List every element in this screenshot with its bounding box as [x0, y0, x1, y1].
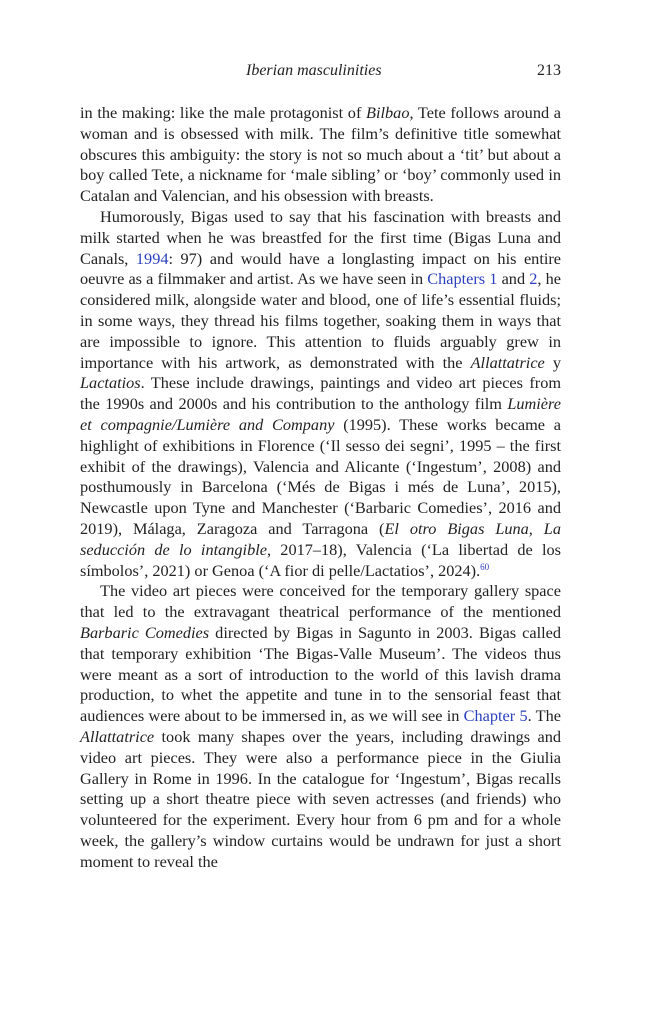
page-number: 213 — [537, 62, 561, 79]
text-run: (1995). These works became a highlight of exhibitions in Florence (‘Il sesso dei segni’, 1995 – the first exhibit of the drawings), Valencia and Alicante (‘Ingestum’, 2008) and posthumously in Barcelona (‘Més de Bigas i més de Luna’, 2015), Newcastle upon Tyne and Manchester (‘Barbaric Comedies’, 2016 and 2019), Málaga, Zaragoza and Tarragona ( — [80, 414, 561, 538]
running-title: Iberian masculinities — [246, 62, 382, 79]
paragraph — [80, 207, 561, 581]
running-header — [80, 62, 561, 84]
text-run: : 97) and would have a longlasting impact on his entire oeuvre as a filmmaker and artist. As we have seen in — [80, 248, 562, 289]
text-run: , 2017–18), Valencia (‘La libertad de los símbolos’, 2021) or Genoa (‘A fior di pelle/Lactatios’, 2024). — [80, 539, 561, 580]
text-run: in the making: like the male protagonist of — [80, 103, 367, 122]
paragraph — [80, 103, 561, 207]
italic-text: Bilbao — [366, 103, 410, 122]
text-run: took many shapes over the years, including drawings and video art pieces. They were also a performance piece in the Giulia Gallery in Rome in 1996. In the catalogue for ‘Ingestum’, Bigas recalls setting up a short theatre piece with seven actresses (and friends) who volunteered for the experiment. Every hour from 6 pm and for a whole week, the gallery’s window curtains would be undrawn for just a short moment to reveal the — [80, 726, 561, 871]
cross-reference-link[interactable]: 2 — [529, 269, 538, 289]
italic-text: Lactatios — [80, 373, 141, 393]
footnote-reference[interactable]: 60 — [480, 561, 490, 572]
text-run: . The — [527, 706, 561, 726]
text-run: y — [544, 352, 561, 372]
text-run: Humorously, Bigas used to say that his fascination with breasts and milk started when he was breastfed for the first time (Bigas Luna and Canals, — [80, 206, 561, 268]
italic-text: Allattatrice — [80, 726, 155, 746]
text-run: , he considered milk, alongside water and blood, one of life’s essential fluids; in some ways, they thread his films together, soaking them in ways that are impossible to ignore. This attention to fluids arguably grew in importance with his artwork, as demonstrated with the — [80, 269, 561, 372]
italic-text: Allattatrice — [470, 352, 545, 372]
text-run: and — [497, 269, 530, 289]
cross-reference-link[interactable]: Chapters 1 — [427, 269, 498, 289]
italic-text: Barbaric Comedies — [80, 622, 210, 642]
cross-reference-link[interactable]: 1994 — [135, 248, 169, 268]
text-run: directed by Bigas in Sagunto in 2003. Bigas called that temporary exhibition ‘The Bigas-Valle Museum’. The videos thus were meant as a sort of introduction to the world of this lavish drama production, to whet the appetite and tune in to the sensorial feast that audiences were about to be immersed in, as we will see in — [80, 622, 561, 726]
cross-reference-link[interactable]: Chapter 5 — [463, 706, 528, 726]
text-run: , Tete follows around a woman and is obsessed with milk. The film’s definitive title somewhat obscures this ambiguity: the story is not so much about a ‘tit’ but about a boy called Tete, a nickname for ‘male sibling’ or ‘boy’ commonly used in Catalan and Valencian, and his obsession with breasts. — [80, 103, 561, 206]
italic-text: El otro Bigas Luna, La seducción de lo intangible — [80, 518, 561, 559]
paragraph — [80, 581, 561, 872]
text-run: . These include drawings, paintings and video art pieces from the 1990s and 2000s and his contribution to the anthology film — [80, 373, 561, 414]
text-run: The video art pieces were conceived for the temporary gallery space that led to the extravagant theatrical performance of the mentioned — [80, 581, 561, 622]
italic-text: Lumière et compagnie/​Lumière and Company — [80, 394, 561, 434]
body-text — [80, 103, 561, 872]
